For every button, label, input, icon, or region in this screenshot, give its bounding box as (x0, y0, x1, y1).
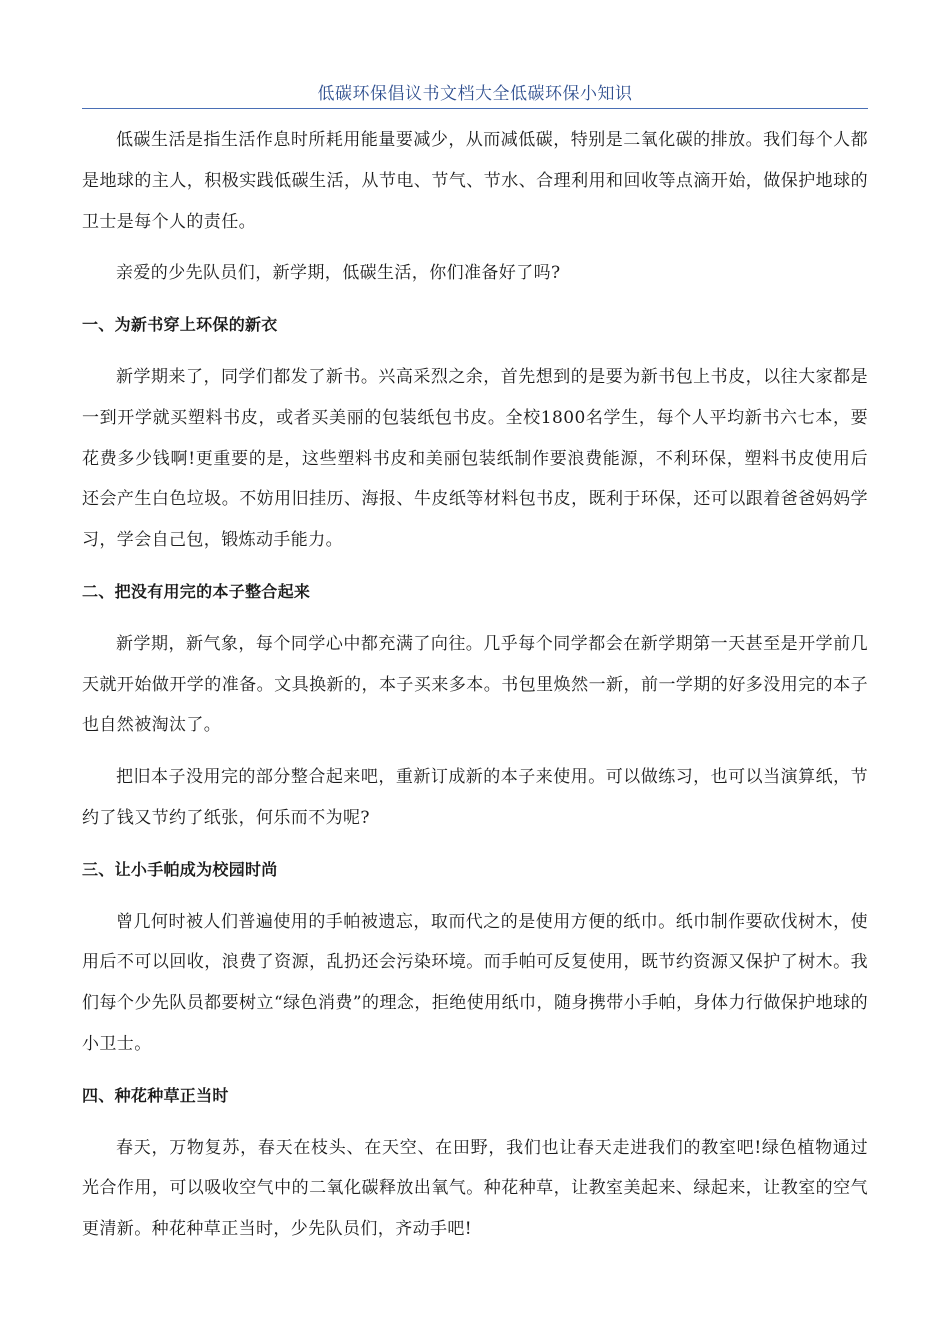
section-paragraph: 把旧本子没用完的部分整合起来吧，重新订成新的本子来使用。可以做练习，也可以当演算纸，节约了钱又节约了纸张，何乐而不为呢? (82, 767, 868, 828)
section-paragraph: 曾几何时被人们普遍使用的手帕被遗忘，取而代之的是使用方便的纸巾。纸巾制作要砍伐树木，使用后不可以回收，浪费了资源，乱扔还会污染环境。而手帕可反复使用，既节约资源又保护了树木。我们每个少先队员都要树立“绿色消费”的理念，拒绝使用纸巾，随身携带小手帕，身体力行做保护地球的小卫士。 (82, 911, 868, 1054)
section-heading: 四、种花种草正当时 (82, 1085, 229, 1105)
section-paragraph: 新学期，新气象，每个同学心中都充满了向往。几乎每个同学都会在新学期第一天甚至是开学前几天就开始做开学的准备。文具换新的，本子买来多本。书包里焕然一新，前一学期的好多没用完的本子也自然被淘汰了。 (82, 633, 868, 736)
section-paragraph: 新学期来了，同学们都发了新书。兴高采烈之余，首先想到的是要为新书包上书皮，以往大家都是一到开学就买塑料书皮，或者买美丽的包装纸包书皮。全校1800名学生，每个人平均新书六七本，要花费多少钱啊!更重要的是，这些塑料书皮和美丽包装纸制作要浪费能源，不利环保，塑料书皮使用后还会产生白色垃圾。不妨用旧挂历、海报、牛皮纸等材料包书皮，既利于环保，还可以跟着爸爸妈妈学习，学会自己包，锻炼动手能力。 (82, 366, 868, 551)
header-divider (82, 108, 868, 109)
section-heading: 一、为新书穿上环保的新衣 (82, 315, 278, 335)
document-body (82, 120, 868, 1250)
section-paragraph: 春天，万物复苏，春天在枝头、在天空、在田野，我们也让春天走进我们的教室吧!绿色植物通过光合作用，可以吸收空气中的二氧化碳释放出氧气。种花种草，让教室美起来、绿起来，让教室的空气更清新。种花种草正当时，少先队员们，齐动手吧! (82, 1137, 868, 1240)
intro-paragraph: 亲爱的少先队员们，新学期，低碳生活，你们准备好了吗? (116, 263, 561, 284)
intro-paragraph: 低碳生活是指生活作息时所耗用能量要减少，从而减低碳，特别是二氧化碳的排放。我们每个人都是地球的主人，积极实践低碳生活，从节电、节气、节水、合理利用和回收等点滴开始，做保护地球的卫士是每个人的责任。 (82, 130, 868, 232)
section-heading: 三、让小手帕成为校园时尚 (82, 859, 278, 879)
section-heading: 二、把没有用完的本子整合起来 (82, 581, 311, 601)
page-title: 低碳环保倡议书文档大全低碳环保小知识 (317, 84, 633, 104)
